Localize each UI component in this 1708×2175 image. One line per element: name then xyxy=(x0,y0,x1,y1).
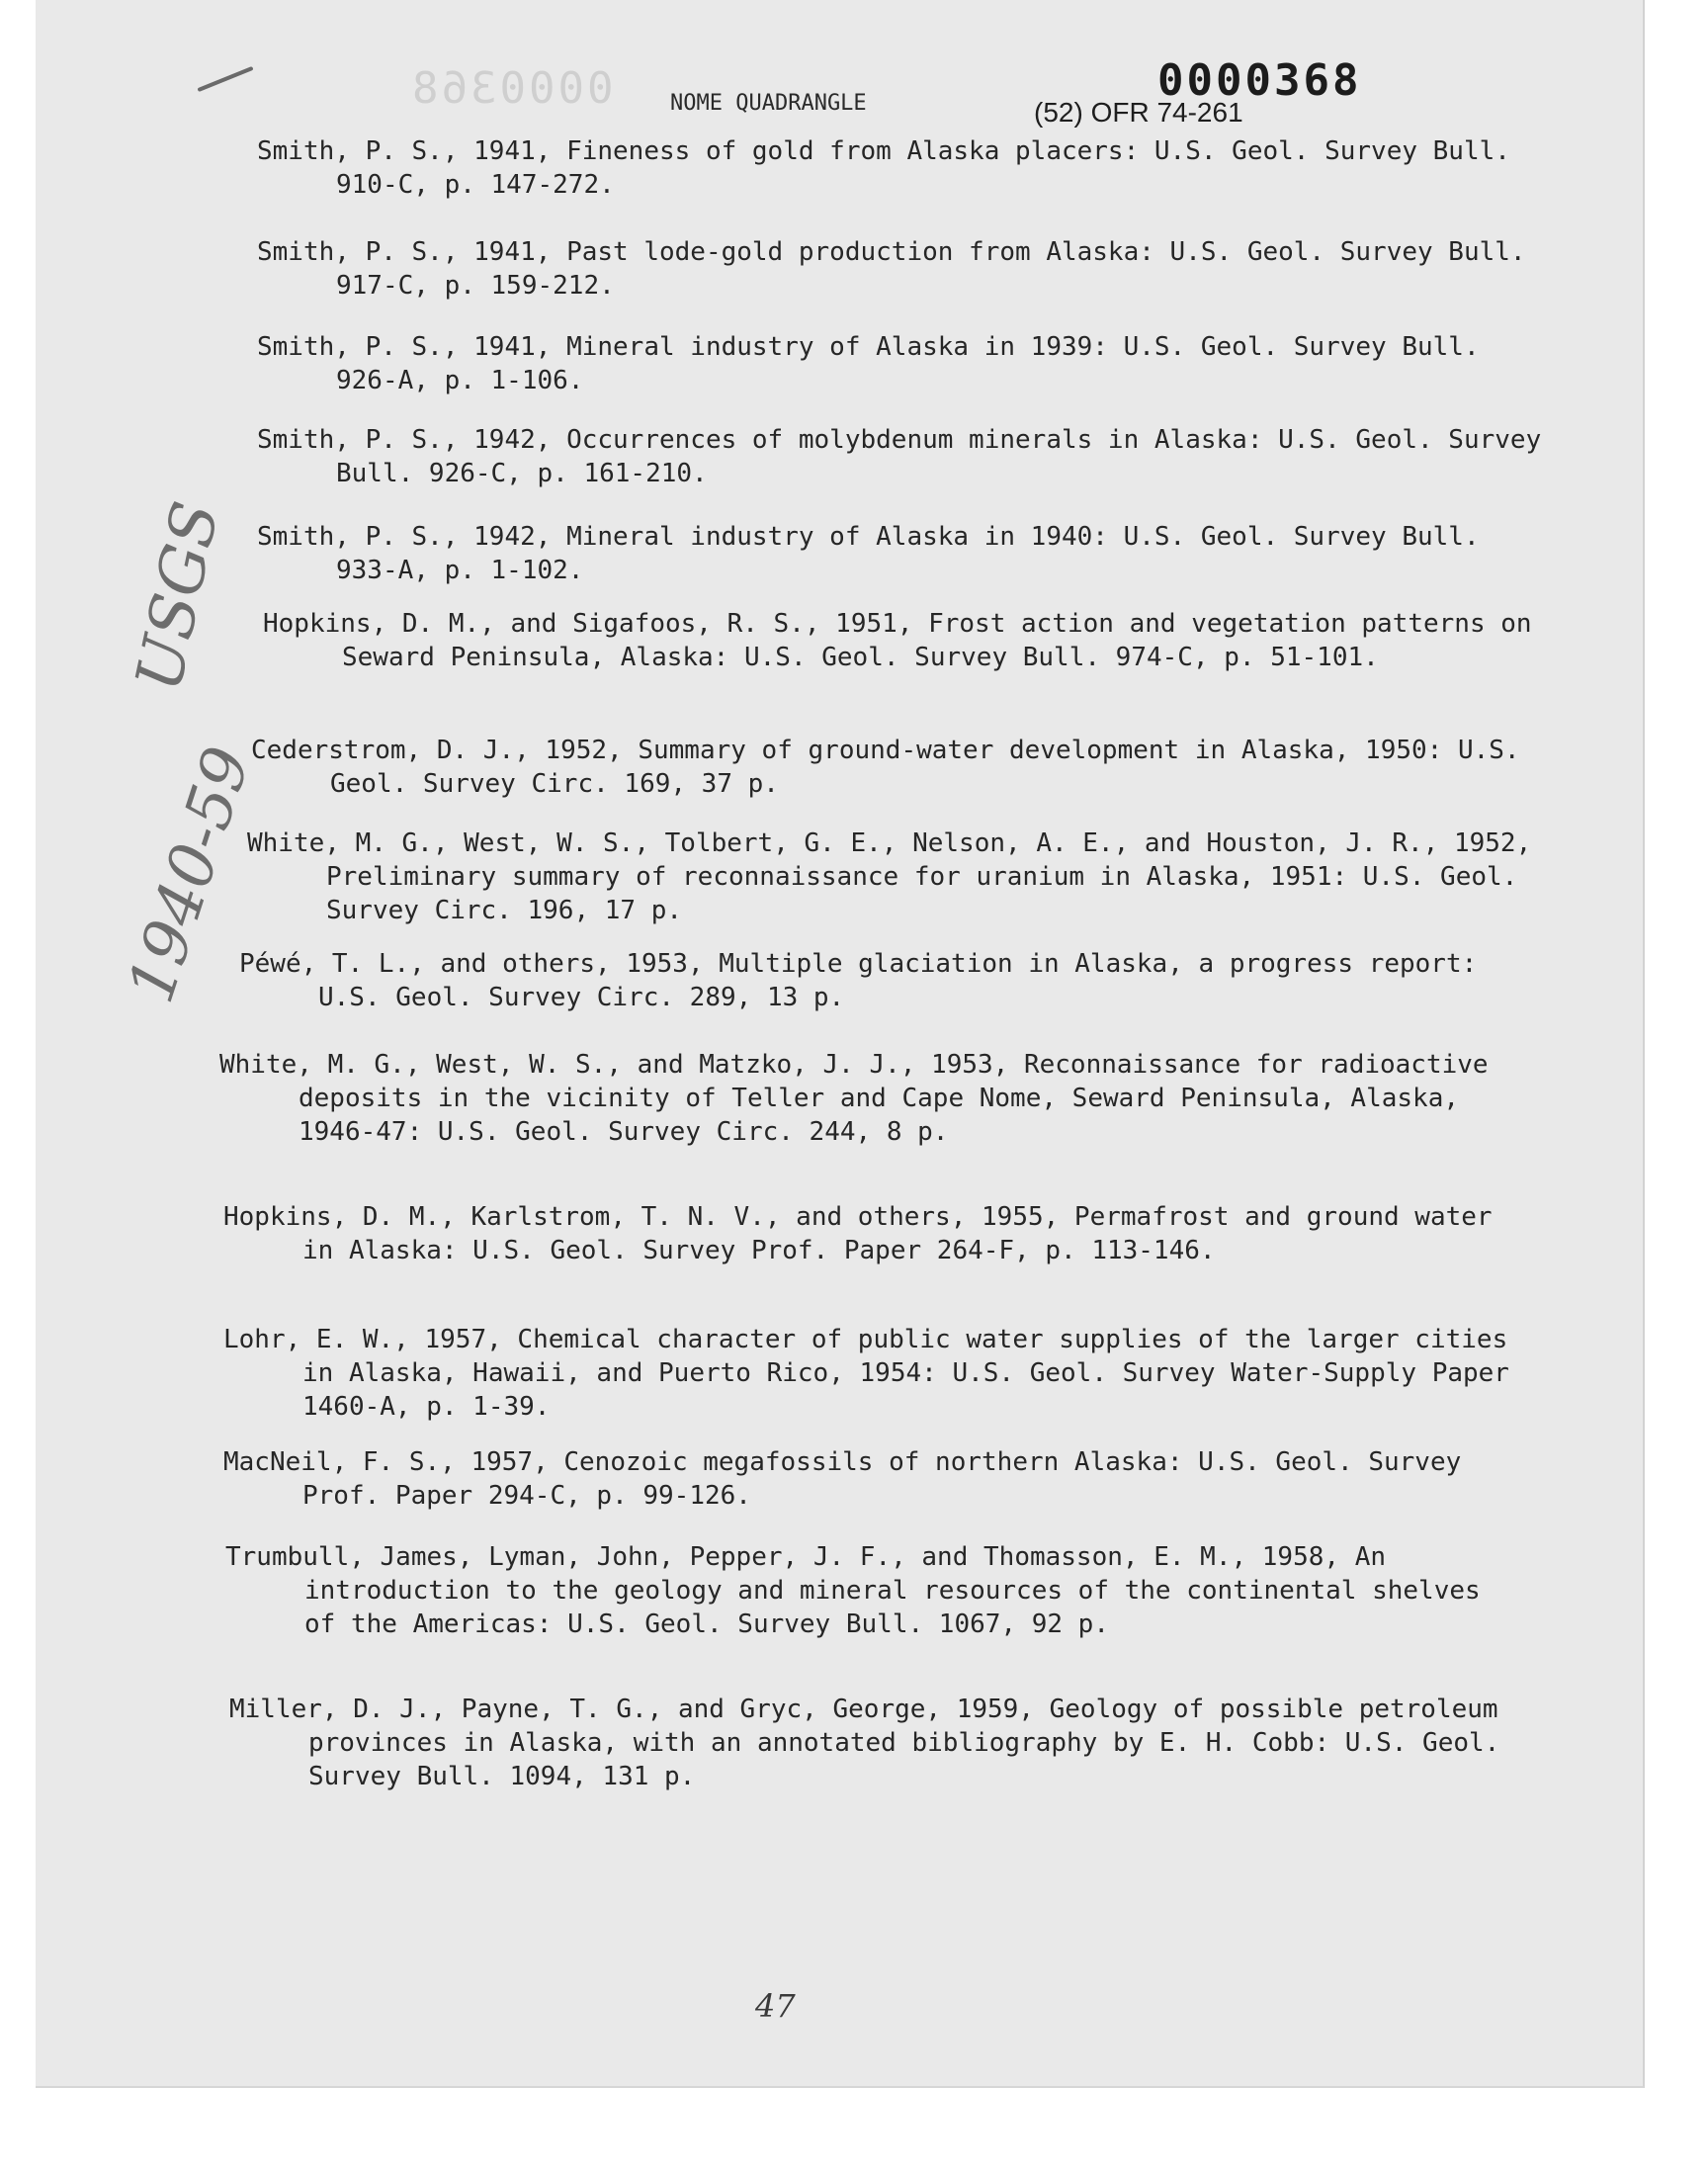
margin-note-years: 1940-59 xyxy=(115,739,266,1011)
pen-mark xyxy=(197,66,253,92)
reference-entry: Cederstrom, D. J., 1952, Summary of ground-water development in Alaska, 1950: U.S. Geol. Survey Circ. 169, 37 p. xyxy=(251,736,1520,799)
reference-entry: Smith, P. S., 1942, Mineral industry of Alaska in 1940: U.S. Geol. Survey Bull. 933-A, p. 1-102. xyxy=(257,522,1480,585)
reference-entry: Lohr, E. W., 1957, Chemical character of public water supplies of the larger cities in Alaska, Hawaii, and Puerto Rico, 1954: U.S. Geol. Survey Water-Supply Paper 1460-A, p. 1-39. xyxy=(223,1325,1509,1422)
reference-entry: Smith, P. S., 1941, Mineral industry of Alaska in 1939: U.S. Geol. Survey Bull. 926-A, p. 1-106. xyxy=(257,332,1480,395)
reference-entry: Trumbull, James, Lyman, John, Pepper, J. F., and Thomasson, E. M., 1958, An introduction to the geology and mineral resources of the continental shelves of the Americas: U.S. Geol. Survey Bull. 1067, 92 p. xyxy=(225,1542,1481,1639)
reference-entry: Péwé, T. L., and others, 1953, Multiple glaciation in Alaska, a progress report: U.S. Geol. Survey Circ. 289, 13 p. xyxy=(239,949,1478,1012)
reference-entry: Hopkins, D. M., and Sigafoos, R. S., 1951, Frost action and vegetation patterns on Seward Peninsula, Alaska: U.S. Geol. Survey Bull. 974-C, p. 51-101. xyxy=(263,609,1532,672)
margin-note-usgs: USGS xyxy=(123,495,234,698)
reference-entry: MacNeil, F. S., 1957, Cenozoic megafossils of northern Alaska: U.S. Geol. Survey Prof. Paper 294-C, p. 99-126. xyxy=(223,1447,1462,1511)
mirrored-stamp-number: 0000368 xyxy=(409,63,614,114)
reference-entry: Hopkins, D. M., Karlstrom, T. N. V., and others, 1955, Permafrost and ground water in Alaska: U.S. Geol. Survey Prof. Paper 264-F, p. 113-146. xyxy=(223,1202,1493,1265)
stamp-number: 0000368 xyxy=(1157,55,1362,106)
quadrangle-title: NOME QUADRANGLE xyxy=(670,91,867,116)
reference-entry: Smith, P. S., 1941, Past lode-gold production from Alaska: U.S. Geol. Survey Bull. 917-C, p. 159-212. xyxy=(257,237,1526,301)
reference-entry: Smith, P. S., 1942, Occurrences of molybdenum minerals in Alaska: U.S. Geol. Survey Bull. 926-C, p. 161-210. xyxy=(257,425,1542,488)
reference-entry: Miller, D. J., Payne, T. G., and Gryc, George, 1959, Geology of possible petroleum provinces in Alaska, with an annotated bibliography by E. H. Cobb: U.S. Geol. Survey Bull. 1094, 131 p. xyxy=(229,1695,1500,1791)
page-number: 47 xyxy=(755,1987,796,2025)
reference-entry: White, M. G., West, W. S., Tolbert, G. E., Nelson, A. E., and Houston, J. R., 1952, Preliminary summary of reconnaissance for uranium in Alaska, 1951: U.S. Geol. Survey Circ. 196, 17 p. xyxy=(247,828,1532,925)
reference-entry: White, M. G., West, W. S., and Matzko, J. J., 1953, Reconnaissance for radioactive deposits in the vicinity of Teller and Cape Nome, Seward Peninsula, Alaska, 1946-47: U.S. Geol. Survey Circ. 244, 8 p. xyxy=(219,1050,1489,1147)
document-page xyxy=(36,0,1645,2088)
report-id: (52) OFR 74-261 xyxy=(1034,97,1243,128)
reference-entry: Smith, P. S., 1941, Fineness of gold from Alaska placers: U.S. Geol. Survey Bull. 910-C, p. 147-272. xyxy=(257,136,1510,200)
